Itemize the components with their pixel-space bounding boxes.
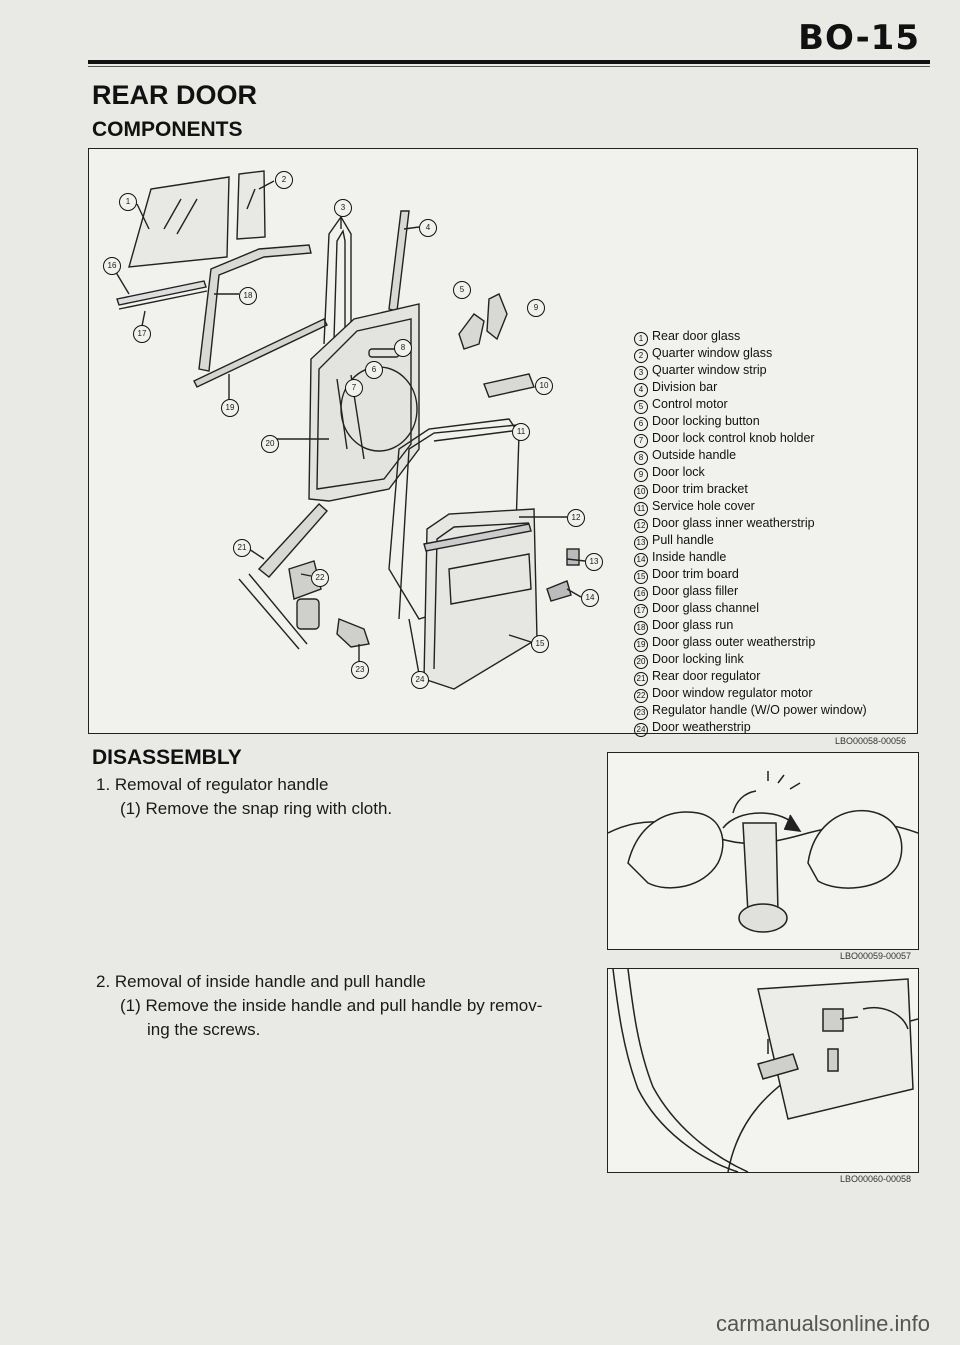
legend-number: 5 <box>634 400 648 414</box>
legend-number: 9 <box>634 468 648 482</box>
legend-item <box>634 584 867 601</box>
components-legend <box>634 329 867 737</box>
legend-number: 4 <box>634 383 648 397</box>
legend-number: 13 <box>634 536 648 550</box>
legend-item <box>634 465 867 482</box>
legend-number: 10 <box>634 485 648 499</box>
callout-17: 17 <box>133 325 151 343</box>
callout-22: 22 <box>311 569 329 587</box>
figure-inside-handle <box>607 968 919 1173</box>
components-diagram <box>88 148 918 734</box>
legend-item <box>634 397 867 414</box>
callout-11: 11 <box>512 423 530 441</box>
inside-handle-illustration <box>608 969 918 1172</box>
legend-number: 12 <box>634 519 648 533</box>
callout-10: 10 <box>535 377 553 395</box>
step-2: 2. Removal of inside handle and pull handle <box>96 972 426 991</box>
legend-item <box>634 414 867 431</box>
legend-item <box>634 550 867 567</box>
legend-label: Door locking link <box>652 652 744 666</box>
legend-item <box>634 652 867 669</box>
legend-number: 23 <box>634 706 648 720</box>
legend-number: 24 <box>634 723 648 737</box>
callout-7: 7 <box>345 379 363 397</box>
callout-3: 3 <box>334 199 352 217</box>
legend-label: Door lock control knob holder <box>652 431 815 445</box>
callout-18: 18 <box>239 287 257 305</box>
callout-13: 13 <box>585 553 603 571</box>
legend-number: 21 <box>634 672 648 686</box>
legend-label: Pull handle <box>652 533 714 547</box>
callout-19: 19 <box>221 399 239 417</box>
callout-8: 8 <box>394 339 412 357</box>
legend-item <box>634 686 867 703</box>
legend-number: 22 <box>634 689 648 703</box>
figure-snap-ring <box>607 752 919 950</box>
section-title: REAR DOOR <box>92 80 258 110</box>
legend-number: 1 <box>634 332 648 346</box>
callout-24: 24 <box>411 671 429 689</box>
step-1: 1. Removal of regulator handle <box>96 775 329 794</box>
legend-item <box>634 346 867 363</box>
legend-item <box>634 635 867 652</box>
legend-label: Rear door glass <box>652 329 741 343</box>
legend-item <box>634 533 867 550</box>
disassembly-title: DISASSEMBLY <box>92 746 242 769</box>
callout-23: 23 <box>351 661 369 679</box>
legend-label: Door glass filler <box>652 584 739 598</box>
legend-item <box>634 499 867 516</box>
footer-watermark: carmanualsonline.info <box>715 1311 930 1336</box>
figure1-code: LBO00059-00057 <box>840 951 912 961</box>
header-rule-thin <box>88 66 930 67</box>
callout-9: 9 <box>527 299 545 317</box>
legend-number: 18 <box>634 621 648 635</box>
legend-number: 15 <box>634 570 648 584</box>
legend-label: Inside handle <box>652 550 727 564</box>
legend-item <box>634 380 867 397</box>
legend-number: 14 <box>634 553 648 567</box>
legend-number: 6 <box>634 417 648 431</box>
legend-label: Door locking button <box>652 414 760 428</box>
callout-4: 4 <box>419 219 437 237</box>
legend-item <box>634 669 867 686</box>
legend-number: 16 <box>634 587 648 601</box>
legend-number: 11 <box>634 502 648 516</box>
legend-label: Rear door regulator <box>652 669 761 683</box>
legend-label: Quarter window glass <box>652 346 773 360</box>
legend-item <box>634 703 867 720</box>
legend-item <box>634 482 867 499</box>
legend-item <box>634 448 867 465</box>
legend-label: Door lock <box>652 465 705 479</box>
legend-label: Quarter window strip <box>652 363 767 377</box>
callout-6: 6 <box>365 361 383 379</box>
legend-item <box>634 516 867 533</box>
callout-14: 14 <box>581 589 599 607</box>
legend-item <box>634 720 867 737</box>
legend-label: Door glass run <box>652 618 734 632</box>
legend-item <box>634 618 867 635</box>
legend-item <box>634 431 867 448</box>
legend-item <box>634 567 867 584</box>
callout-20: 20 <box>261 435 279 453</box>
legend-number: 2 <box>634 349 648 363</box>
page-number: BO-15 <box>798 18 920 58</box>
legend-label: Door glass outer weatherstrip <box>652 635 816 649</box>
step-2-sub-b: ing the screws. <box>147 1020 261 1039</box>
legend-number: 19 <box>634 638 648 652</box>
snap-ring-illustration <box>608 753 918 949</box>
legend-label: Division bar <box>652 380 718 394</box>
legend-label: Door trim board <box>652 567 739 581</box>
figure2-code: LBO00060-00058 <box>840 1174 912 1184</box>
header-rule <box>88 60 930 64</box>
legend-label: Service hole cover <box>652 499 755 513</box>
legend-number: 8 <box>634 451 648 465</box>
legend-item <box>634 363 867 380</box>
legend-number: 20 <box>634 655 648 669</box>
legend-label: Door window regulator motor <box>652 686 813 700</box>
legend-number: 17 <box>634 604 648 618</box>
legend-label: Door trim bracket <box>652 482 748 496</box>
legend-label: Door weatherstrip <box>652 720 751 734</box>
callout-16: 16 <box>103 257 121 275</box>
legend-label: Regulator handle (W/O power window) <box>652 703 867 717</box>
step-1-sub: (1) Remove the snap ring with cloth. <box>120 799 393 818</box>
legend-label: Door glass channel <box>652 601 760 615</box>
callout-5: 5 <box>453 281 471 299</box>
step-2-sub-a: (1) Remove the inside handle and pull handle by remov- <box>120 996 543 1015</box>
legend-item <box>634 601 867 618</box>
callout-2: 2 <box>275 171 293 189</box>
diagram-code: LBO00058-00056 <box>835 736 907 746</box>
legend-label: Door glass inner weatherstrip <box>652 516 815 530</box>
legend-item <box>634 329 867 346</box>
callout-15: 15 <box>531 635 549 653</box>
callout-1: 1 <box>119 193 137 211</box>
legend-label: Outside handle <box>652 448 737 462</box>
components-title: COMPONENTS <box>92 118 243 141</box>
legend-number: 7 <box>634 434 648 448</box>
callout-21: 21 <box>233 539 251 557</box>
legend-number: 3 <box>634 366 648 380</box>
legend-label: Control motor <box>652 397 728 411</box>
callout-12: 12 <box>567 509 585 527</box>
